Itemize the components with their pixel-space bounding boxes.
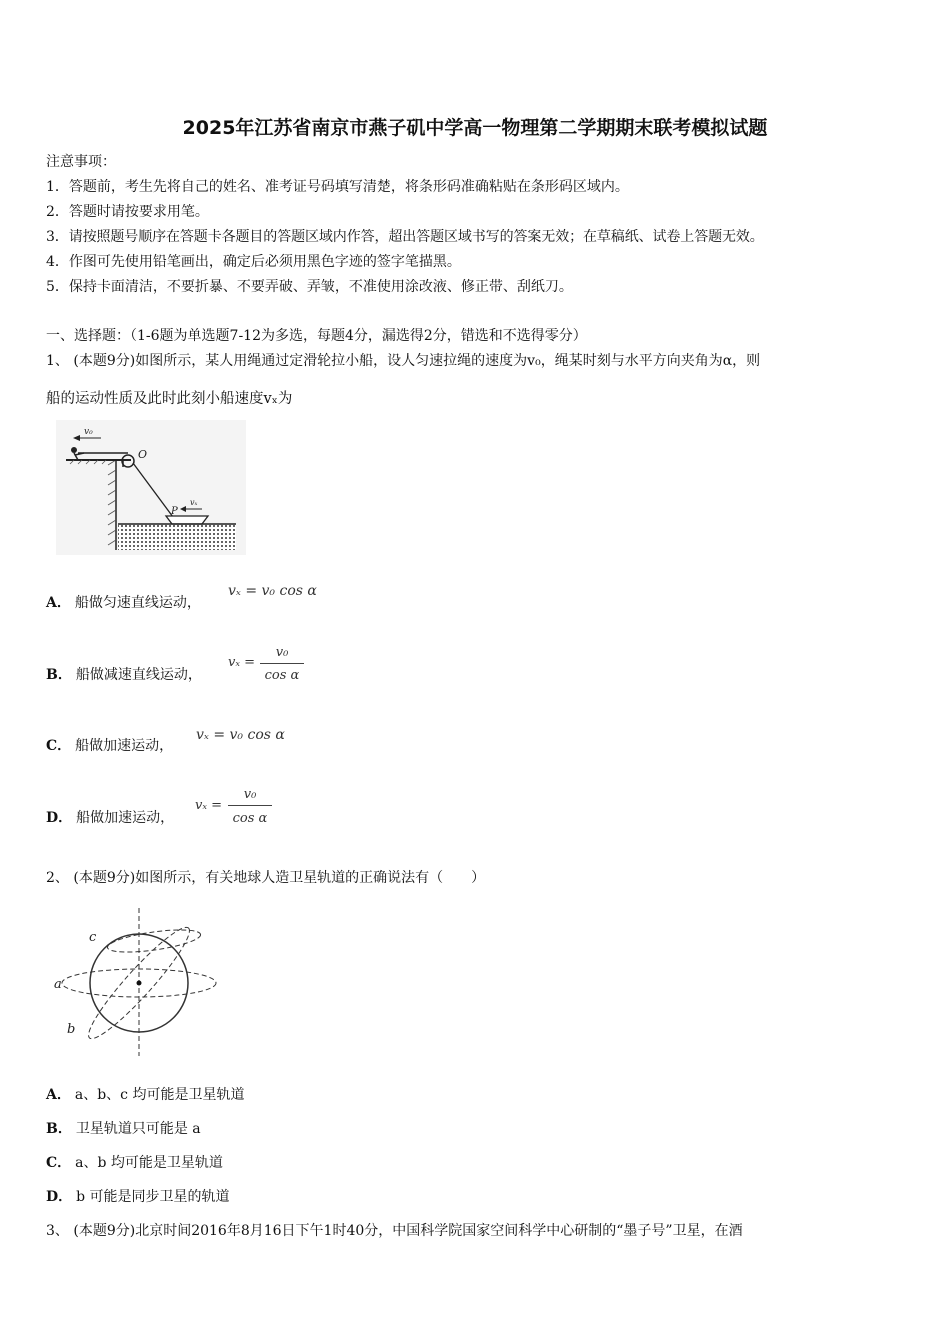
fraction-bar xyxy=(260,663,304,664)
question-1-stem-cont: 船的运动性质及此时此刻小船速度vₓ为 xyxy=(46,391,293,407)
option-text: 卫星轨道只可能是 a xyxy=(75,1121,201,1137)
question-3-stem: 3、 (本题9分)北京时间2016年8月16日下午1时40分，中国科学院国家空间科学中心研制的“墨子号”卫星，在酒 xyxy=(46,1223,743,1239)
option-a[interactable] xyxy=(46,1085,244,1105)
option-key: D． xyxy=(46,810,73,826)
option-key: D． xyxy=(46,1189,73,1205)
label-orbit-c: c xyxy=(89,930,97,945)
label-p: P xyxy=(171,506,178,517)
option-text: 船做减速直线运动， xyxy=(75,667,202,683)
option-c[interactable] xyxy=(46,736,173,756)
formula-b-lhs: vₓ = xyxy=(228,655,255,670)
formula-c: vₓ = v₀ cos α xyxy=(196,727,285,743)
label-orbit-b: b xyxy=(67,1022,76,1037)
option-c[interactable] xyxy=(46,1153,223,1173)
formula-d-den: cos α xyxy=(232,811,268,826)
label-orbit-a: a xyxy=(54,977,62,992)
formula-d-lhs: vₓ = xyxy=(195,798,222,813)
notice-heading: 注意事项： xyxy=(46,154,116,170)
option-key: C． xyxy=(46,738,72,754)
option-text: a、b 均可能是卫星轨道 xyxy=(75,1155,223,1171)
option-b[interactable] xyxy=(46,1119,201,1139)
question-1-stem: 1、 (本题9分)如图所示，某人用绳通过定滑轮拉小船，设人匀速拉绳的速度为v₀，绳某时刻与水平方向夹角为α，则 xyxy=(46,353,761,369)
option-a[interactable] xyxy=(46,593,201,613)
fraction-bar xyxy=(228,805,272,806)
option-key: B． xyxy=(46,667,72,683)
notice-item: 5．保持卡面清洁，不要折暴、不要弄破、弄皱，不准使用涂改液、修正带、刮纸刀。 xyxy=(46,279,573,295)
option-text: 船做匀速直线运动， xyxy=(74,595,201,611)
notice-item: 2．答题时请按要求用笔。 xyxy=(46,204,209,220)
notice-item: 4．作图可先使用铅笔画出，确定后必须用黑色字迹的签字笔描黑。 xyxy=(46,254,461,270)
label-vx: vₓ xyxy=(190,498,198,507)
page-title: 2025年江苏省南京市燕子矶中学高一物理第二学期期末联考模拟试题 xyxy=(182,117,768,139)
pulley-boat-figure xyxy=(56,420,246,555)
option-text: 船做加速运动， xyxy=(76,810,175,826)
notice-item: 1．答题前，考生先将自己的姓名、准考证号码填写清楚，将条形码准确粘贴在条形码区域内。 xyxy=(46,179,629,195)
option-text: a、b、c 均可能是卫星轨道 xyxy=(74,1087,245,1103)
label-o: O xyxy=(138,448,148,461)
formula-b-num: v₀ xyxy=(275,645,289,660)
notice-item: 3．请按照题号顺序在答题卡各题目的答题区域内作答，超出答题区域书写的答案无效；在草稿纸、试卷上答题无效。 xyxy=(46,229,764,245)
satellite-orbit-figure xyxy=(50,906,225,1058)
option-text: 船做加速运动， xyxy=(75,738,174,754)
option-b[interactable] xyxy=(46,665,202,685)
option-d[interactable] xyxy=(46,1187,230,1207)
question-2-stem: 2、 (本题9分)如图所示，有关地球人造卫星轨道的正确说法有（ ） xyxy=(46,870,486,886)
formula-d-num: v₀ xyxy=(243,787,257,802)
option-key: A． xyxy=(46,595,71,611)
formula-b-den: cos α xyxy=(264,668,300,683)
option-key: B． xyxy=(46,1121,72,1137)
option-text: b 可能是同步卫星的轨道 xyxy=(76,1189,230,1205)
option-key: A． xyxy=(46,1087,71,1103)
formula-a: vₓ = v₀ cos α xyxy=(228,583,317,599)
section-heading: 一、选择题：（1-6题为单选题7-12为多选，每题4分，漏选得2分，错选和不选得零分） xyxy=(46,328,587,344)
label-v0: v₀ xyxy=(84,427,93,437)
option-d[interactable] xyxy=(46,808,174,828)
option-key: C． xyxy=(46,1155,72,1171)
